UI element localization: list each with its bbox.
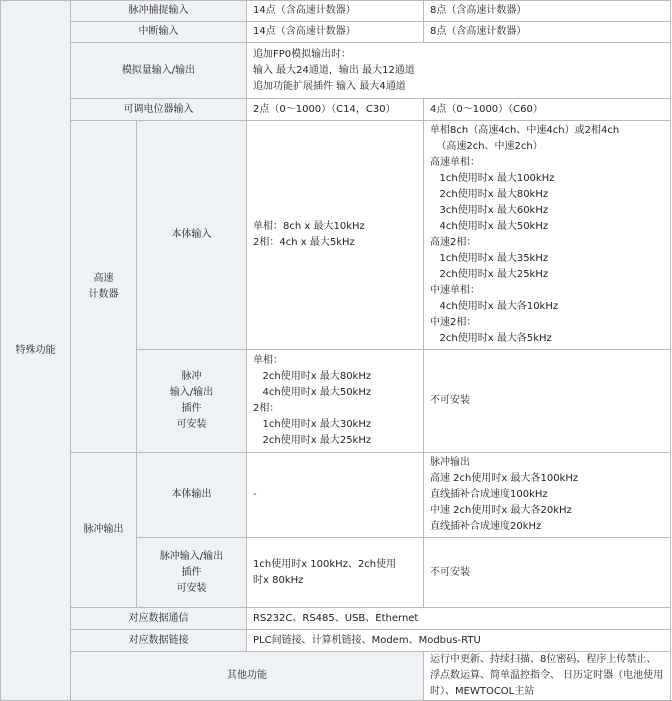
pulse-catch-c14: 14点（含高速计数器）: [247, 1, 424, 22]
interrupt-c60: 8点（含高速计数器）: [424, 22, 671, 43]
row-potentiometer: [1, 99, 671, 121]
special-functions-label: 特殊功能: [1, 1, 71, 701]
hsc-body-input-c14: 单相：8ch x 最大10kHz 2相：4ch x 最大5kHz: [247, 121, 424, 350]
po-body-output-c60: 脉冲输出 高速 2ch使用时x 最大各100kHz 直线插补合成速度100kHz 中速 2ch使用时x 最大各20kHz 直线插补合成速度20kHz: [424, 453, 671, 538]
po-pulse-plugin-c14: 1ch使用时x 100kHz、2ch使用 时x 80kHz: [247, 538, 424, 608]
row-link: [1, 630, 671, 652]
pulse-catch-label: 脉冲捕捉输入: [71, 1, 247, 22]
interrupt-label: 中断输入: [71, 22, 247, 43]
potentiometer-c14: 2点（0～1000）（C14，C30）: [247, 99, 424, 121]
potentiometer-c60: 4点（0～1000）（C60）: [424, 99, 671, 121]
analog-io-label: 模拟量输入/输出: [71, 43, 247, 99]
row-analog-io: [1, 43, 671, 99]
hsc-pulse-plugin-c14: 单相： 2ch使用时x 最大80kHz 4ch使用时x 最大50kHz 2相： 1ch使用时x 最大30kHz 2ch使用时x 最大25kHz: [247, 350, 424, 453]
po-body-output-c14: -: [247, 453, 424, 538]
comm-label: 对应数据通信: [71, 608, 247, 630]
hsc-pulse-plugin-label: 脉冲 输入/输出 插件 可安装: [137, 350, 247, 453]
analog-io-value: 追加FP0模拟输出时： 输入 最大24通道，输出 最大12通道 追加功能扩展插件 输入 最大4通道: [247, 43, 671, 99]
row-other-functions: [1, 652, 671, 701]
row-interrupt: [1, 22, 671, 43]
other-functions-value: 运行中更新、持续扫描、8位密码、程序上传禁止、浮点数运算、简单温控指令、 日历定时器（电池使用时）、MEWTOCOL主站: [424, 652, 671, 701]
potentiometer-label: 可调电位器输入: [71, 99, 247, 121]
po-pulse-plugin-c60: 不可安装: [424, 538, 671, 608]
row-pulse-catch: [1, 1, 671, 22]
high-speed-counter-label: 高速 计数器: [71, 121, 137, 453]
link-label: 对应数据链接: [71, 630, 247, 652]
hsc-pulse-plugin-c60: 不可安装: [424, 350, 671, 453]
other-functions-label: 其他功能: [71, 652, 424, 701]
hsc-body-input-c60: 单相8ch（高速4ch、中速4ch）或2相4ch （高速2ch、中速2ch） 高速单相： 1ch使用时x 最大100kHz 2ch使用时x 最大80kHz 3ch使用时x 最大60kHz 4ch使用时x 最大50kHz 高速2相： 1ch使用时x 最大35kHz 2ch使用时x 最大25kHz 中速单相： 4ch使用时x 最大各10kHz 中速2相： 2ch使用时x 最大各5kHz: [424, 121, 671, 350]
comm-value: RS232C、RS485、USB、Ethernet: [247, 608, 671, 630]
pulse-output-label: 脉冲输出: [71, 453, 137, 608]
row-hsc-body-input: [1, 121, 671, 350]
hsc-body-input-label: 本体输入: [137, 121, 247, 350]
pulse-catch-c60: 8点（含高速计数器）: [424, 1, 671, 22]
row-comm: [1, 608, 671, 630]
interrupt-c14: 14点（含高速计数器）: [247, 22, 424, 43]
po-body-output-label: 本体输出: [137, 453, 247, 538]
link-value: PLC间链接、计算机链接、Modem、Modbus-RTU: [247, 630, 671, 652]
po-pulse-plugin-label: 脉冲输入/输出 插件 可安装: [137, 538, 247, 608]
row-pulse-output-body: [1, 453, 671, 538]
